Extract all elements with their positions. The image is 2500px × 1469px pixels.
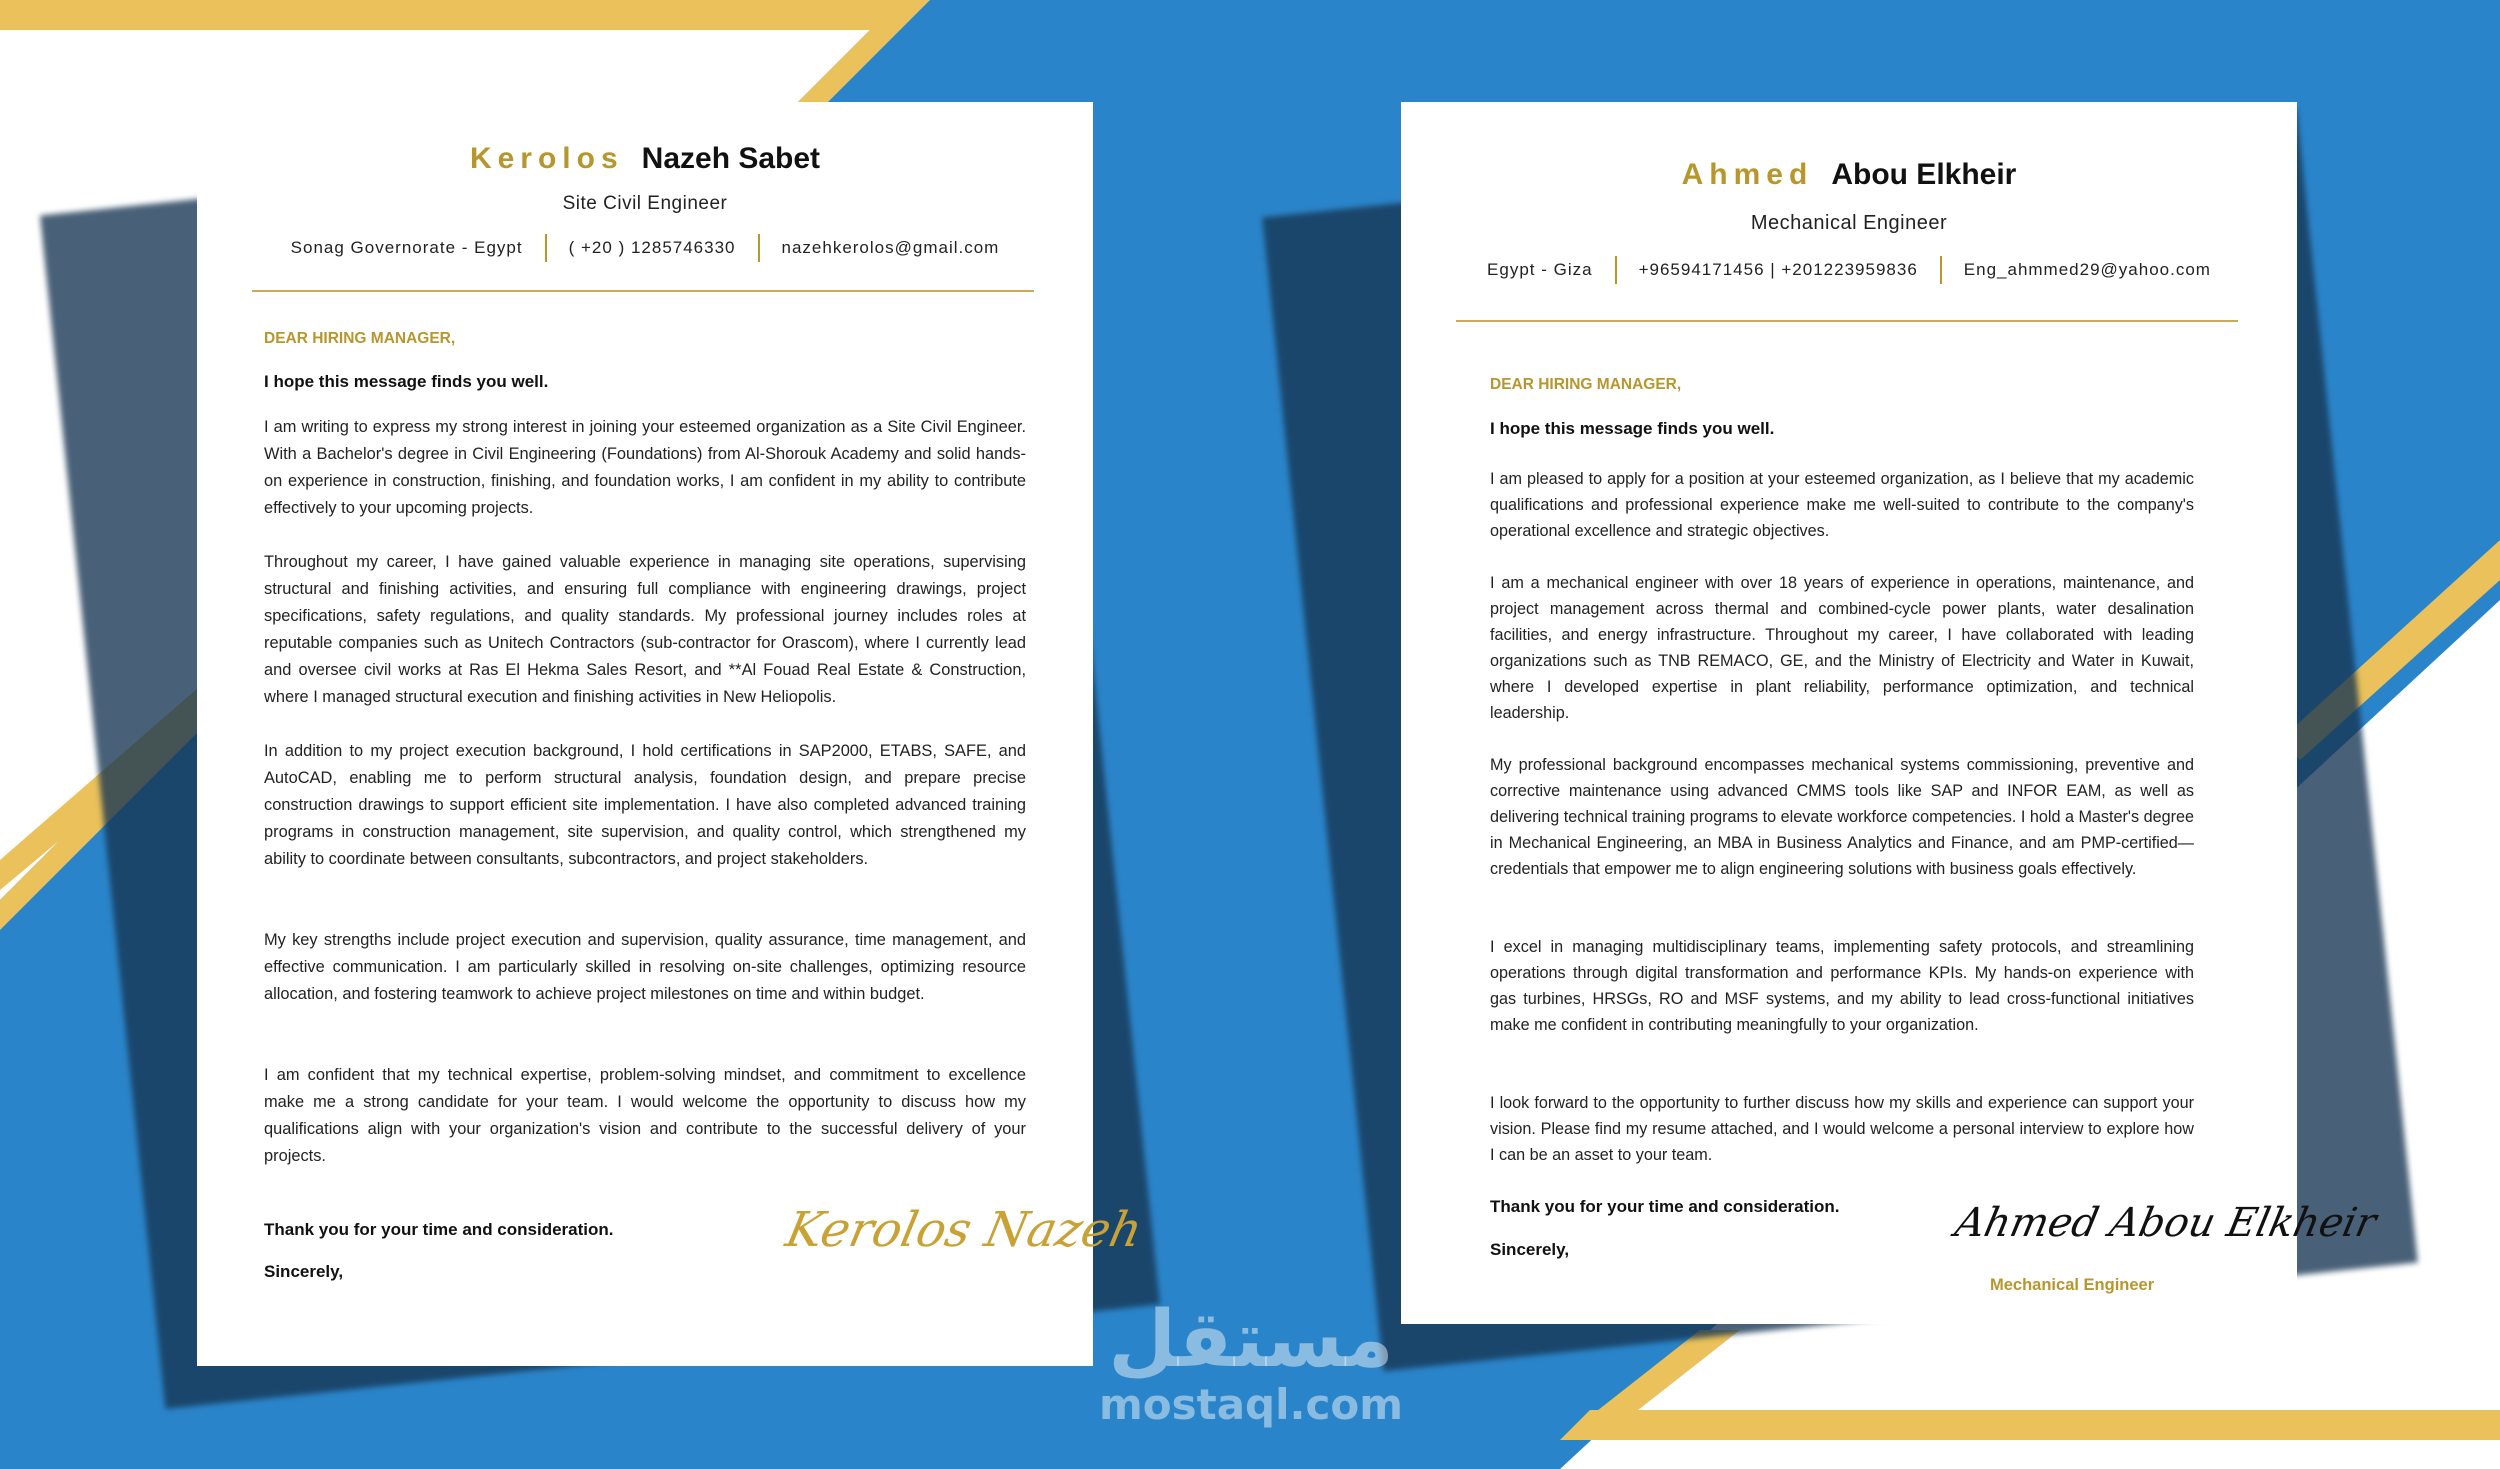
contact-phone: +96594171456 | +201223959836 [1638,260,1918,279]
body-paragraph: My professional background encompasses mechanical systems commissioning, preventive and corrective maintenance using advanced CMMS tools like SAP and INFOR EAM, as well as delivering technical training programs to elevate workforce competencies. I hold a Master's degree in Mechanical Engineering, an MBA in Business Analytics and Finance, and am PMP-certified—credentials that empower me to align engineering solutions with business goals effectively. [1490,756,2195,878]
last-name: Abou Elkheir [1831,158,2017,191]
body-paragraph: My key strengths include project execution and supervision, quality assurance, time management, and effective communication. I am particularly skilled in resolving on-site challenges, optimizing resource allocation, and fostering teamwork to achieve project milestones on time and within budget. [264,931,1026,1003]
greeting: DEAR HIRING MANAGER, [1490,376,1682,393]
contact-email: Eng_ahmmed29@yahoo.com [1963,260,2211,279]
closing-sincerely: Sincerely, [1490,1240,1570,1259]
handwritten-signature: Kerolos Nazeh [781,1202,1148,1258]
header-rule [252,290,1034,292]
first-name: Kerolos [469,142,624,175]
body-paragraph: I look forward to the opportunity to further discuss how my skills and experience can support your vision. Please find my resume attached, and I would welcome a personal interview to explore how I can be an asset to your team. [1490,1094,2194,1164]
body-paragraph: I excel in managing multidisciplinary teams, implementing safety protocols, and streamlining operations through digital transformation and performance KPIs. My hands-on experience with gas turbines, HRSGs, RO and MSF systems, and my ability to lead cross-functional initiatives make me confident in contributing meaningfully to your organization. [1490,938,2194,1034]
cover-letter-ahmed [1401,102,2381,1324]
handwritten-signature: Ahmed Abou Elkheir [1951,1200,2381,1246]
applicant-name [1401,158,2297,192]
header-rule [1456,320,2238,322]
contact-location: Sonag Governorate - Egypt [290,238,523,257]
contact-phone: ( +20 ) 1285746330 [568,238,736,257]
body-paragraph: I am pleased to apply for a position at your esteemed organization, as I believe that my academic qualifications and professional experience make me well-suited to contribute to the company's operational excellence and strategic objectives. [1490,470,2194,540]
contact-divider [545,234,547,262]
watermark-arabic: مستقل [1108,1295,1394,1385]
greeting: DEAR HIRING MANAGER, [264,330,456,347]
closing-sincerely: Sincerely, [264,1262,344,1281]
watermark-latin: mostaql.com [1099,1380,1403,1429]
last-name: Nazeh Sabet [641,142,821,175]
closing-thanks: Thank you for your time and consideration. [264,1220,614,1239]
opening-line: I hope this message finds you well. [264,372,549,391]
contact-location: Egypt - Giza [1487,260,1593,279]
body-paragraph: I am a mechanical engineer with over 18 years of experience in operations, maintenance, and project management across thermal and combined-cycle power plants, water desalination facilities, and energy infrastructure. Throughout my career, I have collaborated with leading organizations such as TNB REMACO, GE, and the Ministry of Electricity and Water in Kuwait, where I developed expertise in plant reliability, performance optimization, and technical leadership. [1490,574,2194,722]
job-title: Site Civil Engineer [562,193,728,214]
contact-divider [1615,256,1617,284]
contact-email: nazehkerolos@gmail.com [781,238,1000,257]
opening-line: I hope this message finds you well. [1490,419,1775,438]
contact-divider [758,234,760,262]
contact-divider [1940,256,1942,284]
applicant-name [197,142,1093,176]
body-paragraph: I am writing to express my strong interest in joining your esteemed organization as a Site Civil Engineer. With a Bachelor's degree in Civil Engineering (Foundations) from Al-Shorouk Academy and solid hands-on experience in construction, finishing, and foundation works, I am confident in my ability to contribute effectively to your upcoming projects. [264,418,1026,517]
contact-line [197,234,1093,262]
cover-letter-kerolos [197,102,1148,1366]
signature-title: Mechanical Engineer [1990,1276,2155,1294]
body-paragraph: Throughout my career, I have gained valuable experience in managing site operations, supervising structural and finishing activities, and ensuring full compliance with engineering drawings, project specifications, safety regulations, and quality standards. My professional journey includes roles at reputable companies such as Unitech Contractors (sub-contractor for Orascom), where I currently lead and oversee civil works at Ras El Hekma Sales Resort, and **Al Fouad Real Estate & Construction, where I managed structural execution and finishing activities in New Heliopolis. [264,553,1026,706]
job-title: Mechanical Engineer [1750,212,1948,234]
closing-thanks: Thank you for your time and consideration. [1490,1197,1840,1216]
body-paragraph: I am confident that my technical expertise, problem-solving mindset, and commitment to excellence make me a strong candidate for your team. I would welcome the opportunity to discuss how my qualifications align with your organization's vision and contribute to the successful delivery of your projects. [264,1066,1026,1165]
first-name: Ahmed [1681,158,1814,191]
mostaql-watermark [1098,1295,1404,1430]
body-paragraph: In addition to my project execution background, I hold certifications in SAP2000, ETABS, SAFE, and AutoCAD, enabling me to perform structural analysis, foundation design, and prepare precise construction drawings to support efficient site implementation. I have also completed advanced training programs in construction management, site supervision, and quality control, which strengthened my ability to coordinate between consultants, subcontractors, and project stakeholders. [264,742,1026,868]
contact-line [1401,256,2297,284]
